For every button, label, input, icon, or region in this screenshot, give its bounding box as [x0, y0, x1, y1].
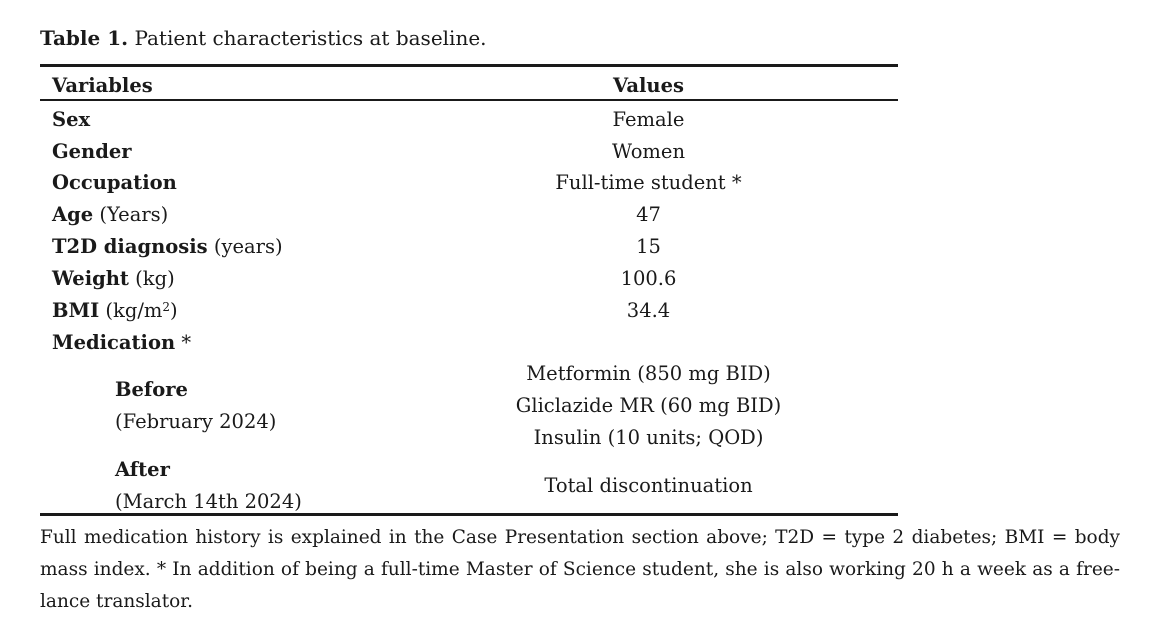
row-occupation-value: Full-time student * [555, 171, 742, 194]
row-weight-value: 100.6 [620, 267, 677, 290]
medication-before-label: Before [115, 378, 188, 401]
row-t2d-value: 15 [636, 235, 661, 258]
medication-before-item: Insulin (10 units; QOD) [533, 426, 764, 449]
row-weight-label: Weight (kg) [52, 267, 175, 290]
medication-after-date: (March 14th 2024) [115, 490, 302, 513]
table-label: Table 1. [40, 26, 129, 50]
row-t2d-label: T2D diagnosis (years) [52, 235, 283, 258]
medication-before-item: Gliclazide MR (60 mg BID) [515, 394, 782, 417]
row-gender-label: Gender [52, 140, 132, 163]
top-rule [40, 64, 898, 67]
row-age-value: 47 [636, 203, 661, 226]
medication-after-value: Total discontinuation [544, 474, 753, 497]
row-gender-value: Women [611, 140, 686, 163]
medication-after-label: After [115, 458, 170, 481]
row-bmi-label: BMI $(kg/m^2)$ [52, 299, 178, 322]
medication-before-item: Metformin (850 mg BID) [526, 362, 771, 385]
table-title: Patient characteristics at baseline. [134, 26, 487, 50]
row-occupation-label: Occupation [52, 171, 177, 194]
row-bmi-value: 34.4 [626, 299, 671, 322]
bottom-rule [40, 513, 898, 516]
table-caption [40, 26, 487, 50]
row-age-label: Age (Years) [52, 203, 169, 226]
row-sex-value: Female [612, 108, 685, 131]
header-values: Values [613, 74, 684, 97]
table-footnote: Full medication history is explained in the Case Presentation section above; T2D = type 2 diabetes; BMI = body mass index. * In addition of being a full-time Master of Science student, she is also working 20 h a week as a free-lance translator. [40, 527, 1120, 612]
medication-before-date: (February 2024) [115, 410, 277, 433]
header-variables: Variables [52, 74, 153, 97]
header-rule [40, 99, 898, 101]
row-sex-label: Sex [52, 108, 91, 131]
row-medication-label: Medication * [52, 331, 192, 354]
